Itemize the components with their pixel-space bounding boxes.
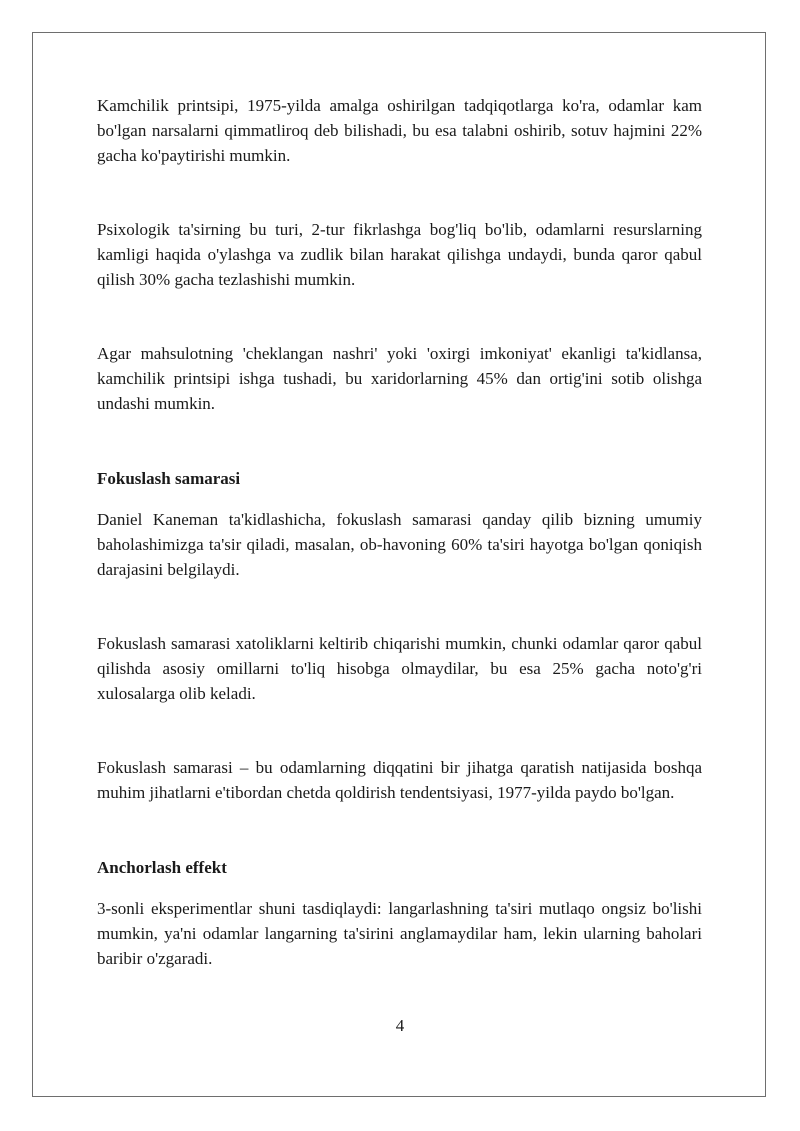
document-body	[97, 93, 702, 971]
paragraph-anchoring-1: 3-sonli eksperimentlar shuni tasdiqlaydi: langarlashning ta'siri mutlaqo ongsiz bo'lishi mumkin, ya'ni odamlar langarning ta'sirini anglamaydilar ham, lekin ularning baholari baribir o'zgaradi.	[97, 899, 702, 968]
paragraph-scarcity-3: Agar mahsulotning 'cheklangan nashri' yoki 'oxirgi imkoniyat' ekanligi ta'kidlansa, kamchilik printsipi ishga tushadi, bu xaridorlarning 45% dan ortig'ini sotib olishga undashi mumkin.	[97, 344, 702, 413]
paragraph-focusing-1: Daniel Kaneman ta'kidlashicha, fokuslash samarasi qanday qilib bizning umumiy baholashimizga ta'sir qiladi, masalan, ob-havoning 60% ta'siri hayotga bo'lgan qoniqish darajasini belgilaydi.	[97, 510, 702, 579]
paragraph-focusing-2: Fokuslash samarasi xatoliklarni keltirib chiqarishi mumkin, chunki odamlar qaror qabul qilishda asosiy omillarni to'liq hisobga olmaydilar, bu esa 25% gacha noto'g'ri xulosalarga olib keladi.	[97, 634, 702, 703]
heading-anchoring-effect: Anchorlash effekt	[97, 858, 227, 877]
heading-focusing-effect: Fokuslash samarasi	[97, 469, 241, 488]
paragraph-scarcity-1: Kamchilik printsipi, 1975-yilda amalga oshirilgan tadqiqotlarga ko'ra, odamlar kam bo'lgan narsalarni qimmatliroq deb bilishadi, bu esa talabni oshirib, sotuv hajmini 22% gacha ko'paytirishi mumkin.	[97, 96, 702, 165]
paragraph-scarcity-2: Psixologik ta'sirning bu turi, 2-tur fikrlashga bog'liq bo'lib, odamlarni resurslarning kamligi haqida o'ylashga va zudlik bilan harakat qilishga undaydi, bunda qaror qabul qilish 30% gacha tezlashishi mumkin.	[97, 220, 702, 289]
paragraph-focusing-3: Fokuslash samarasi – bu odamlarning diqqatini bir jihatga qaratish natijasida boshqa muhim jihatlarni e'tibordan chetda qoldirish tendentsiyasi, 1977-yilda paydo bo'lgan.	[97, 758, 702, 802]
page-number: 4	[395, 1016, 405, 1035]
